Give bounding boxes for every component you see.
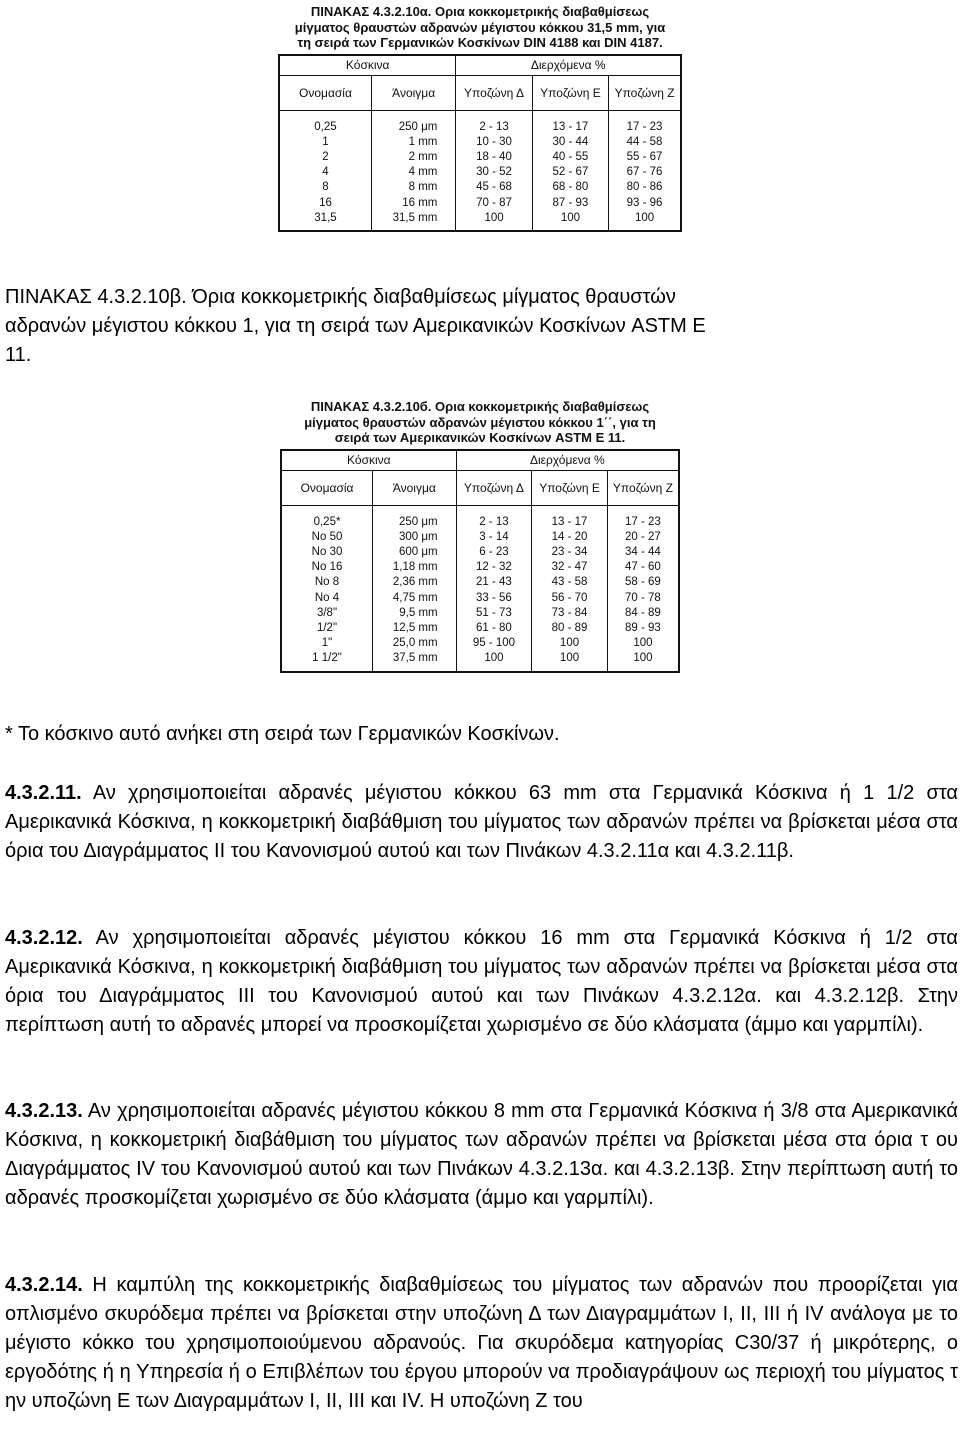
table-cell: No 4 [281,591,373,606]
heading-10b-line: αδρανών μέγιστου κόκκου 1, για τη σειρά των Αμερικανικών Κοσκίνων ASTM E [5,315,706,337]
table-cell: 300 μm [373,530,457,545]
table-a-caption-line: ΠΙΝΑΚΑΣ 4.3.2.10α. Ορια κοκκομετρικής διαβαθμίσεως [310,4,650,19]
table-cell: 21 - 43 [456,575,532,590]
table-a-group-sieves: Κόσκινα [279,55,456,76]
table-cell: 43 - 58 [532,575,608,590]
table-b-caption-line: μίγματος θραυστών αδρανών μέγιστου κόκκου 1΄΄, για τη [304,414,656,430]
table-cell: 40 - 55 [532,150,608,165]
table-cell: 31,5 mm [371,211,455,226]
table-b-caption-line: ΠΙΝΑΚΑΣ 4.3.2.10б. Ορια κοκκομετρικής διαβαθμίσεως [310,399,650,414]
table-row [281,515,679,530]
table-cell: 51 - 73 [456,606,532,621]
table-cell: 44 - 58 [609,135,681,150]
table-row [279,135,681,150]
table-cell: 4 [279,165,371,180]
table-cell: 33 - 56 [456,591,532,606]
table-a-body [279,120,681,226]
table-cell: 93 - 96 [609,196,681,211]
table-cell: No 16 [281,560,373,575]
table-row [281,530,679,545]
table-row [281,636,679,651]
table-b-group-sieves: Κόσκινα [281,450,456,471]
table-cell: 13 - 17 [532,120,608,135]
table-cell: 250 μm [373,515,457,530]
table-b-col-z: Υποζώνη Ζ [607,470,679,505]
paragraph-4-3-2-13 [5,1097,958,1213]
table-cell: 58 - 69 [607,575,679,590]
table-a-caption-line: μίγματος θραυστών αδρανών μέγιστου κόκκου 31,5 mm, για [294,19,666,35]
table-cell: 73 - 84 [532,606,608,621]
table-cell: 17 - 23 [609,120,681,135]
table-cell: 2 [279,150,371,165]
table-cell: 0,25 [279,120,371,135]
table-a-group-passing: Διερχόμενα % [456,55,681,76]
table-b-grid [280,449,680,673]
table-cell: 100 [532,211,608,226]
table-a-col-name: Ονομασία [279,75,371,110]
table-cell: 2 - 13 [456,120,532,135]
table-cell: 1,18 mm [373,560,457,575]
table-cell: 70 - 78 [607,591,679,606]
table-cell: 100 [609,211,681,226]
paragraph-text: Η καμπύλη της κοκκομετρικής διαβαθμίσεως του μίγματος των αδρανών που προορίζεται για οπλισμένο σκυρόδεμα πρέπει να βρίσκεται στην υποζώνη Δ των Διαγραμμάτων Ι, ΙΙ, ΙΙΙ ή ΙV ανάλογα με το μέγιστο κόκκο του χρησιμοποιούμενου αδρανούς. Για σκυρόδεμα κατηγορίας C30/37 ή μικρότερης, ο εργοδότης ή η Υπηρεσία ή ο Επιβλέπων του έργου μπορούν να προδιαγράψουν ως περιοχή του μίγματος τ ην υποζώνη Ε των Διαγραμμάτων Ι, ΙΙ, ΙΙΙ και ΙV. Η υποζώνη Ζ του [5,1274,958,1412]
table-cell: 70 - 87 [456,196,532,211]
paragraph-number: 4.3.2.14. [5,1274,83,1296]
table-b-col-name: Ονομασία [281,470,373,505]
table-cell: 100 [532,636,608,651]
table-4-3-2-10a [278,4,682,232]
table-a-col-e: Υποζώνη Ε [532,75,608,110]
table-cell: 87 - 93 [532,196,608,211]
paragraph-number: 4.3.2.12. [5,927,83,949]
table-row [281,575,679,590]
paragraph-text: Αν χρησιμοποιείται αδρανές μέγιστου κόκκου 63 mm στα Γερμανικά Κόσκινα ή 1 1/2 στα Αμερικανικά Κόσκινα, η κοκκομετρική διαβάθμιση του μίγματος των αδρανών πρέπει να βρίσκεται μέσα στα όρια του Διαγράμματος ΙΙ του Κανονισμού αυτού και των Πινάκων 4.3.2.11α και 4.3.2.11β. [5,782,958,862]
table-b-group-passing: Διερχόμενα % [456,450,679,471]
table-cell: 1 mm [371,135,455,150]
table-a-col-z: Υποζώνη Ζ [609,75,681,110]
table-cell: 13 - 17 [532,515,608,530]
table-row [281,591,679,606]
table-cell: 100 [607,636,679,651]
table-cell: 47 - 60 [607,560,679,575]
table-cell: 2,36 mm [373,575,457,590]
table-cell: 250 μm [371,120,455,135]
table-cell: 68 - 80 [532,180,608,195]
paragraph-4-3-2-14 [5,1271,958,1416]
table-cell: 1 1/2" [281,651,373,666]
paragraph-text: Αν χρησιμοποιείται αδρανές μέγιστου κόκκου 16 mm στα Γερμανικά Κόσκινα ή 1/2 στα Αμερικανικά Κόσκινα, η κοκκομετρική διαβάθμιση του μίγματος των αδρανών πρέπει να βρίσκεται μέσα στα όρια του Διαγράμματος ΙΙΙ του Κανονισμού αυτού και των Πινάκων 4.3.2.12α. και 4.3.2.12β. Στην περίπτωση αυτή το αδρανές μπορεί να προσκομίζεται χωρισμένο σε δύο κλάσματα (άμμο και γαρμπίλι). [5,927,958,1036]
table-cell: No 30 [281,545,373,560]
table-b-caption [280,399,680,446]
table-cell: 100 [607,651,679,666]
table-cell: 32 - 47 [532,560,608,575]
table-row [281,651,679,666]
table-cell: 16 [279,196,371,211]
table-a-col-opening: Άνοιγμα [371,75,455,110]
table-row [279,211,681,226]
table-a-col-d: Υποζώνη Δ [456,75,532,110]
table-b-col-e: Υποζώνη Ε [532,470,608,505]
table-b-body [281,515,679,667]
table-row [279,180,681,195]
table-cell: 8 mm [371,180,455,195]
table-a-caption [278,4,682,51]
table-cell: No 50 [281,530,373,545]
paragraph-text: Αν χρησιμοποιείται αδρανές μέγιστου κόκκου 8 mm στα Γερμανικά Κόσκινα ή 3/8 στα Αμερικανικά Κόσκινα, η κοκκομετρική διαβάθμιση του μίγματος των αδρανών πρέπει να βρίσκεται μέσα στα όρια τ ου Διαγράμματος ΙV του Κανονισμού αυτού και των Πινάκων 4.3.2.13α. και 4.3.2.13β. Στην περίπτωση αυτή το αδρανές προσκομίζεται χωρισμένο σε δύο κλάσματα (άμμο και γαρμπίλι). [5,1100,958,1209]
table-row [281,545,679,560]
table-cell: 3/8" [281,606,373,621]
table-cell: 23 - 34 [532,545,608,560]
table-cell: 1" [281,636,373,651]
table-cell: 20 - 27 [607,530,679,545]
table-cell: 9,5 mm [373,606,457,621]
table-cell: 3 - 14 [456,530,532,545]
table-cell: 8 [279,180,371,195]
table-cell: 37,5 mm [373,651,457,666]
table-cell: 4 mm [371,165,455,180]
table-row [281,621,679,636]
heading-10b-line: ΠΙΝΑΚΑΣ 4.3.2.10β. Όρια κοκκομετρικής διαβαθμίσεως μίγματος θραυστών [5,286,676,308]
table-cell: 2 - 13 [456,515,532,530]
table-cell: 67 - 76 [609,165,681,180]
table-cell: No 8 [281,575,373,590]
table-cell: 80 - 86 [609,180,681,195]
table-cell: 0,25* [281,515,373,530]
table-cell: 6 - 23 [456,545,532,560]
table-a-grid [278,54,682,232]
table-b-col-opening: Άνοιγμα [373,470,457,505]
table-cell: 18 - 40 [456,150,532,165]
table-row [279,196,681,211]
table-row [281,606,679,621]
table-b-col-d: Υποζώνη Δ [456,470,532,505]
table-row [279,150,681,165]
table-cell: 31,5 [279,211,371,226]
table-cell: 12,5 mm [373,621,457,636]
paragraph-4-3-2-12 [5,924,958,1040]
table-cell: 2 mm [371,150,455,165]
heading-table-10b [5,283,958,370]
table-cell: 55 - 67 [609,150,681,165]
table-cell: 600 μm [373,545,457,560]
table-row [279,165,681,180]
table-cell: 1 [279,135,371,150]
table-a-caption-line: τη σειρά των Γερμανικών Κοσκίνων DIN 4188 και DIN 4187. [297,35,663,50]
table-cell: 12 - 32 [456,560,532,575]
table-cell: 52 - 67 [532,165,608,180]
table-cell: 80 - 89 [532,621,608,636]
heading-10b-line: 11. [5,344,32,366]
table-cell: 45 - 68 [456,180,532,195]
paragraph-number: 4.3.2.11. [5,782,82,804]
table-cell: 89 - 93 [607,621,679,636]
table-cell: 16 mm [371,196,455,211]
paragraph-number: 4.3.2.13. [5,1100,83,1122]
table-cell: 4,75 mm [373,591,457,606]
table-cell: 17 - 23 [607,515,679,530]
table-cell: 100 [456,651,532,666]
table-cell: 14 - 20 [532,530,608,545]
table-cell: 84 - 89 [607,606,679,621]
table-cell: 10 - 30 [456,135,532,150]
table-cell: 25,0 mm [373,636,457,651]
paragraph-4-3-2-11 [5,779,958,866]
table-cell: 100 [532,651,608,666]
table-cell: 56 - 70 [532,591,608,606]
table-cell: 34 - 44 [607,545,679,560]
table-cell: 30 - 44 [532,135,608,150]
footnote: * Το κόσκινο αυτό ανήκει στη σειρά των Γερμανικών Κοσκίνων. [5,723,560,745]
table-cell: 100 [456,211,532,226]
table-4-3-2-10b [280,399,680,673]
table-cell: 1/2" [281,621,373,636]
table-b-caption-line: σειρά των Αμερικανικών Κοσκίνων ASTM E 11. [334,430,626,445]
table-row [279,120,681,135]
table-cell: 95 - 100 [456,636,532,651]
table-row [281,560,679,575]
table-cell: 61 - 80 [456,621,532,636]
table-cell: 30 - 52 [456,165,532,180]
